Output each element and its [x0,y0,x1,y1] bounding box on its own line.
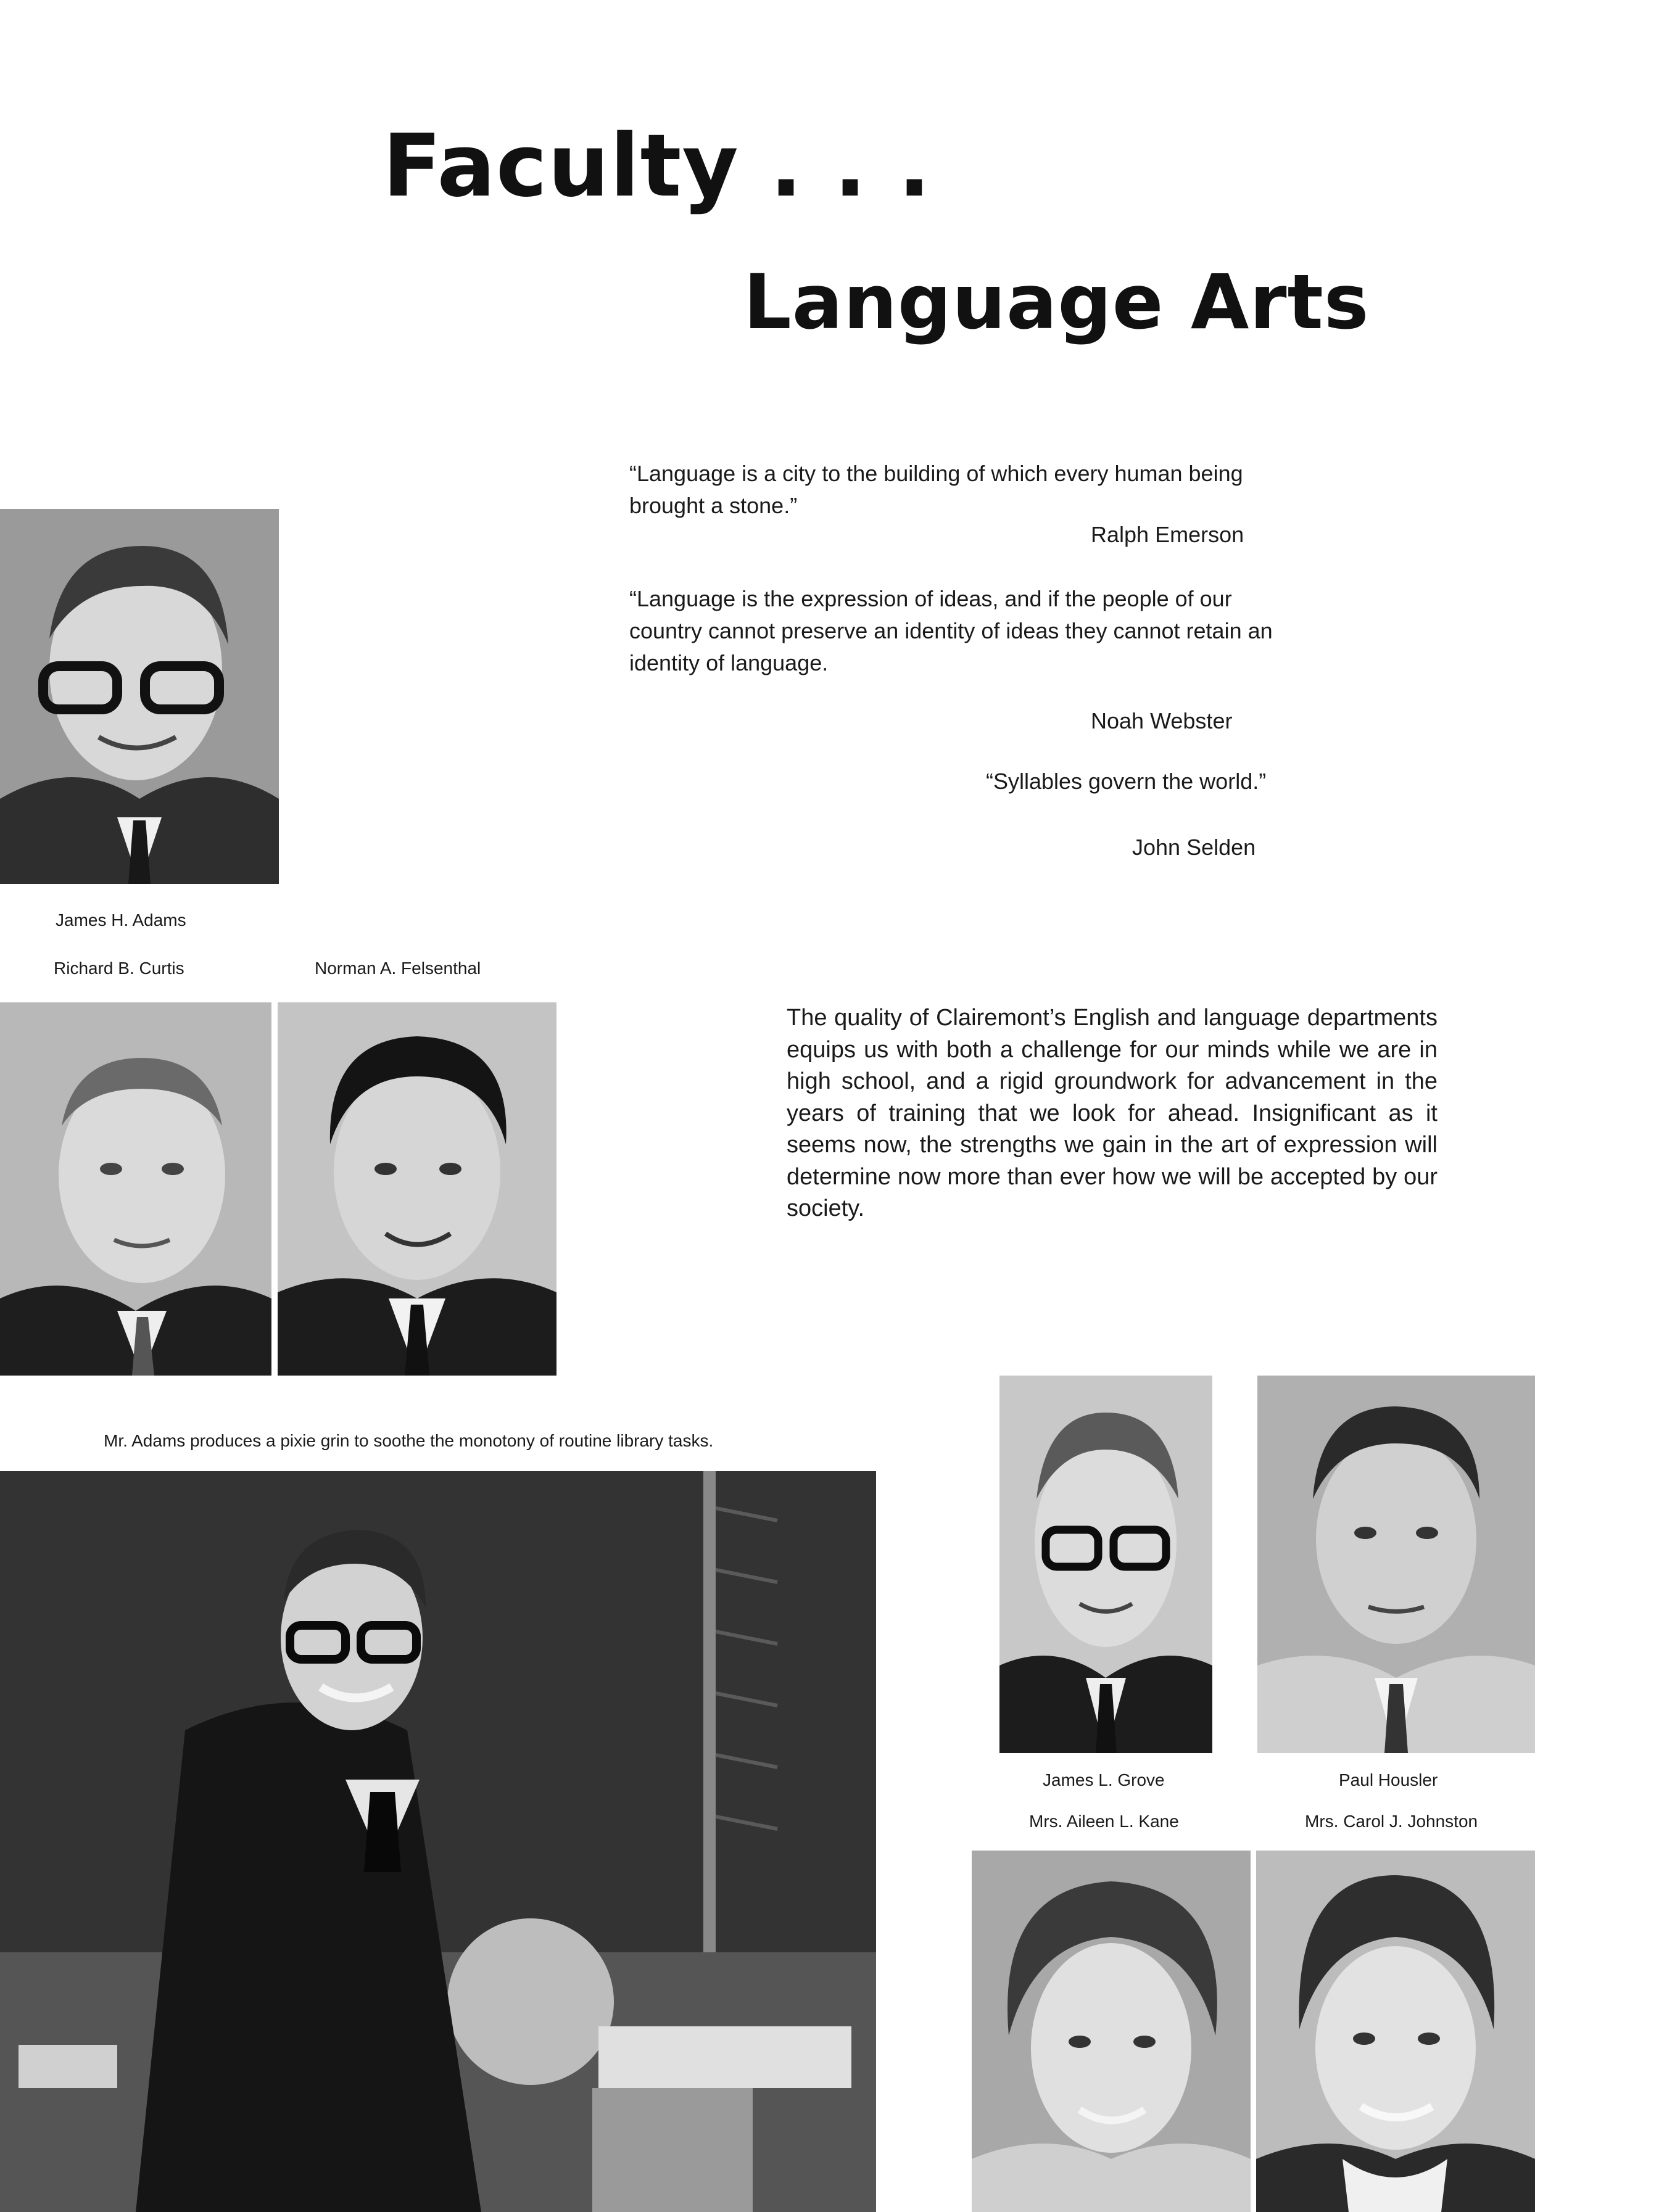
portrait-photo-grove [999,1376,1212,1753]
department-paragraph: The quality of Clairemont’s English and language departments equips us with both a challenge for our minds while we are in high school, and a rigid groundwork for advancement in the years of training that we look for ahead. Insignificant as it seems now, the strengths we gain in the art of expression will determine now more than ever how we will be accepted by our society. [787,1005,1438,1221]
quote-text-2: “Language is the expression of ideas, and if the people of our country cannot preserve an identity of ideas they cannot retain an identity of language. [629,586,1273,675]
name-caption-grove: James L. Grove [1043,1770,1165,1789]
quote-author-1: Ralph Emerson [1091,522,1244,547]
name-caption-housler: Paul Housler [1339,1770,1438,1789]
candid-photo-caption: Mr. Adams produces a pixie grin to soothe the monotony of routine library tasks. [104,1431,714,1450]
quote-text-3: “Syllables govern the world.” [986,769,1267,794]
portrait-photo-housler [1257,1376,1535,1753]
portrait-photo-kane [972,1851,1251,2212]
portrait-photo-curtis [0,1002,271,1376]
name-caption-curtis: Richard B. Curtis [54,959,184,978]
candid-photo-adams-library [0,1471,876,2212]
portrait-photo-johnston [1256,1851,1535,2212]
page-subtitle-language-arts: Language Arts [743,258,1370,346]
quote-author-3: John Selden [1132,835,1256,860]
name-caption-adams: James H. Adams [56,910,186,930]
name-caption-felsenthal: Norman A. Felsenthal [315,959,481,978]
portrait-photo-adams [0,509,279,884]
page-title-faculty: Faculty . . . [383,116,932,217]
name-caption-kane: Mrs. Aileen L. Kane [1029,1812,1179,1831]
name-caption-johnston: Mrs. Carol J. Johnston [1305,1812,1478,1831]
quote-text-1: “Language is a city to the building of which every human being brought a stone.” [629,461,1243,518]
quote-author-2: Noah Webster [1091,708,1233,733]
portrait-photo-felsenthal [278,1002,556,1376]
